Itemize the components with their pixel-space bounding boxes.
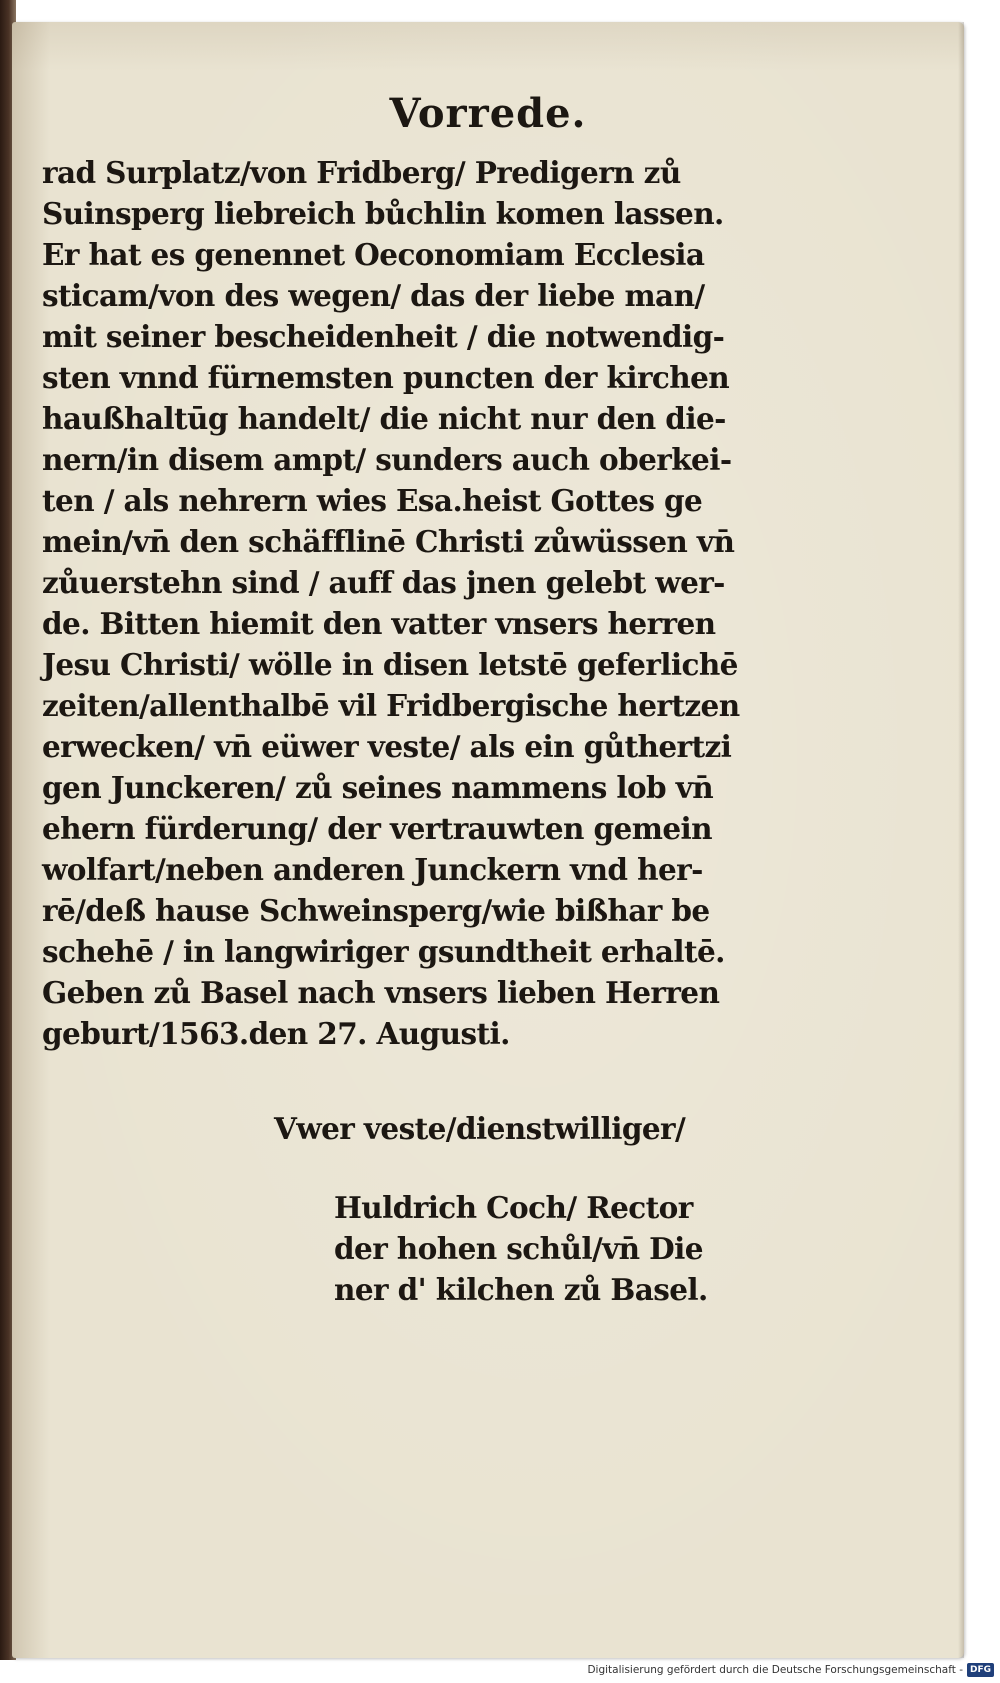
- text-line: mit seiner bescheidenheit / die notwendig-: [42, 319, 725, 354]
- text-line: wolfart/neben anderen Junckern vnd her-: [42, 852, 703, 887]
- signature-line: Huldrich Coch/ Rector: [334, 1190, 693, 1225]
- text-line: zeiten/allenthalbē vil Fridbergische hertzen: [42, 688, 740, 723]
- text-line: Jesu Christi/ wölle in disen letstē geferlichē: [42, 647, 738, 682]
- text-line: Er hat es genennet Oeconomiam Ecclesia: [42, 237, 705, 272]
- text-line: de. Bitten hiemit den vatter vnsers herren: [42, 606, 716, 641]
- text-line: sticam/von des wegen/ das der liebe man/: [42, 278, 705, 313]
- closing-salutation: Vwer veste/dienstwilliger/: [274, 1111, 686, 1146]
- page-edge-shadow: [958, 22, 964, 1658]
- digitization-footer: [587, 1661, 994, 1679]
- text-line: ten / als nehrern wies Esa.heist Gottes ge: [42, 483, 703, 518]
- text-line: Suinsperg liebreich bůchlin komen lassen.: [42, 196, 724, 231]
- signature-block: [334, 1187, 734, 1310]
- book-page: [12, 22, 964, 1658]
- text-line: erwecken/ vn̄ eüwer veste/ als ein gůthertzi: [42, 729, 732, 764]
- text-line: gen Junckeren/ zů seines nammens lob vn̄: [42, 770, 714, 805]
- text-line: haußhaltūg handelt/ die nicht nur den die-: [42, 401, 726, 436]
- text-line: nern/in disem ampt/ sunders auch oberkei-: [42, 442, 732, 477]
- text-line: zůuerstehn sind / auff das jnen gelebt wer-: [42, 565, 725, 600]
- text-line: geburt/1563.den 27. Augusti.: [42, 1016, 510, 1051]
- text-line: sten vnnd fürnemsten puncten der kirchen: [42, 360, 730, 395]
- text-line: schehē / in langwiriger gsundtheit erhaltē.: [42, 934, 725, 969]
- running-head: Vorrede.: [389, 90, 587, 137]
- dfg-logo-icon: DFG: [967, 1663, 994, 1677]
- signature-line: ner d' kilchen zů Basel.: [334, 1272, 708, 1307]
- signature-line: der hohen schůl/vn̄ Die: [334, 1231, 703, 1266]
- text-line: rad Surplatz/von Fridberg/ Predigern zů: [42, 155, 681, 190]
- text-line: mein/vn̄ den schäfflinē Christi zůwüssen vn̄: [42, 524, 735, 559]
- text-line: Geben zů Basel nach vnsers lieben Herren: [42, 975, 720, 1010]
- text-line: ehern fürderung/ der vertrauwten gemein: [42, 811, 712, 846]
- text-line: rē/deß hause Schweinsperg/wie bißhar be: [42, 893, 710, 928]
- footer-credit-text: Digitalisierung gefördert durch die Deutsche Forschungsgemeinschaft -: [587, 1664, 963, 1676]
- body-text: [42, 152, 740, 1054]
